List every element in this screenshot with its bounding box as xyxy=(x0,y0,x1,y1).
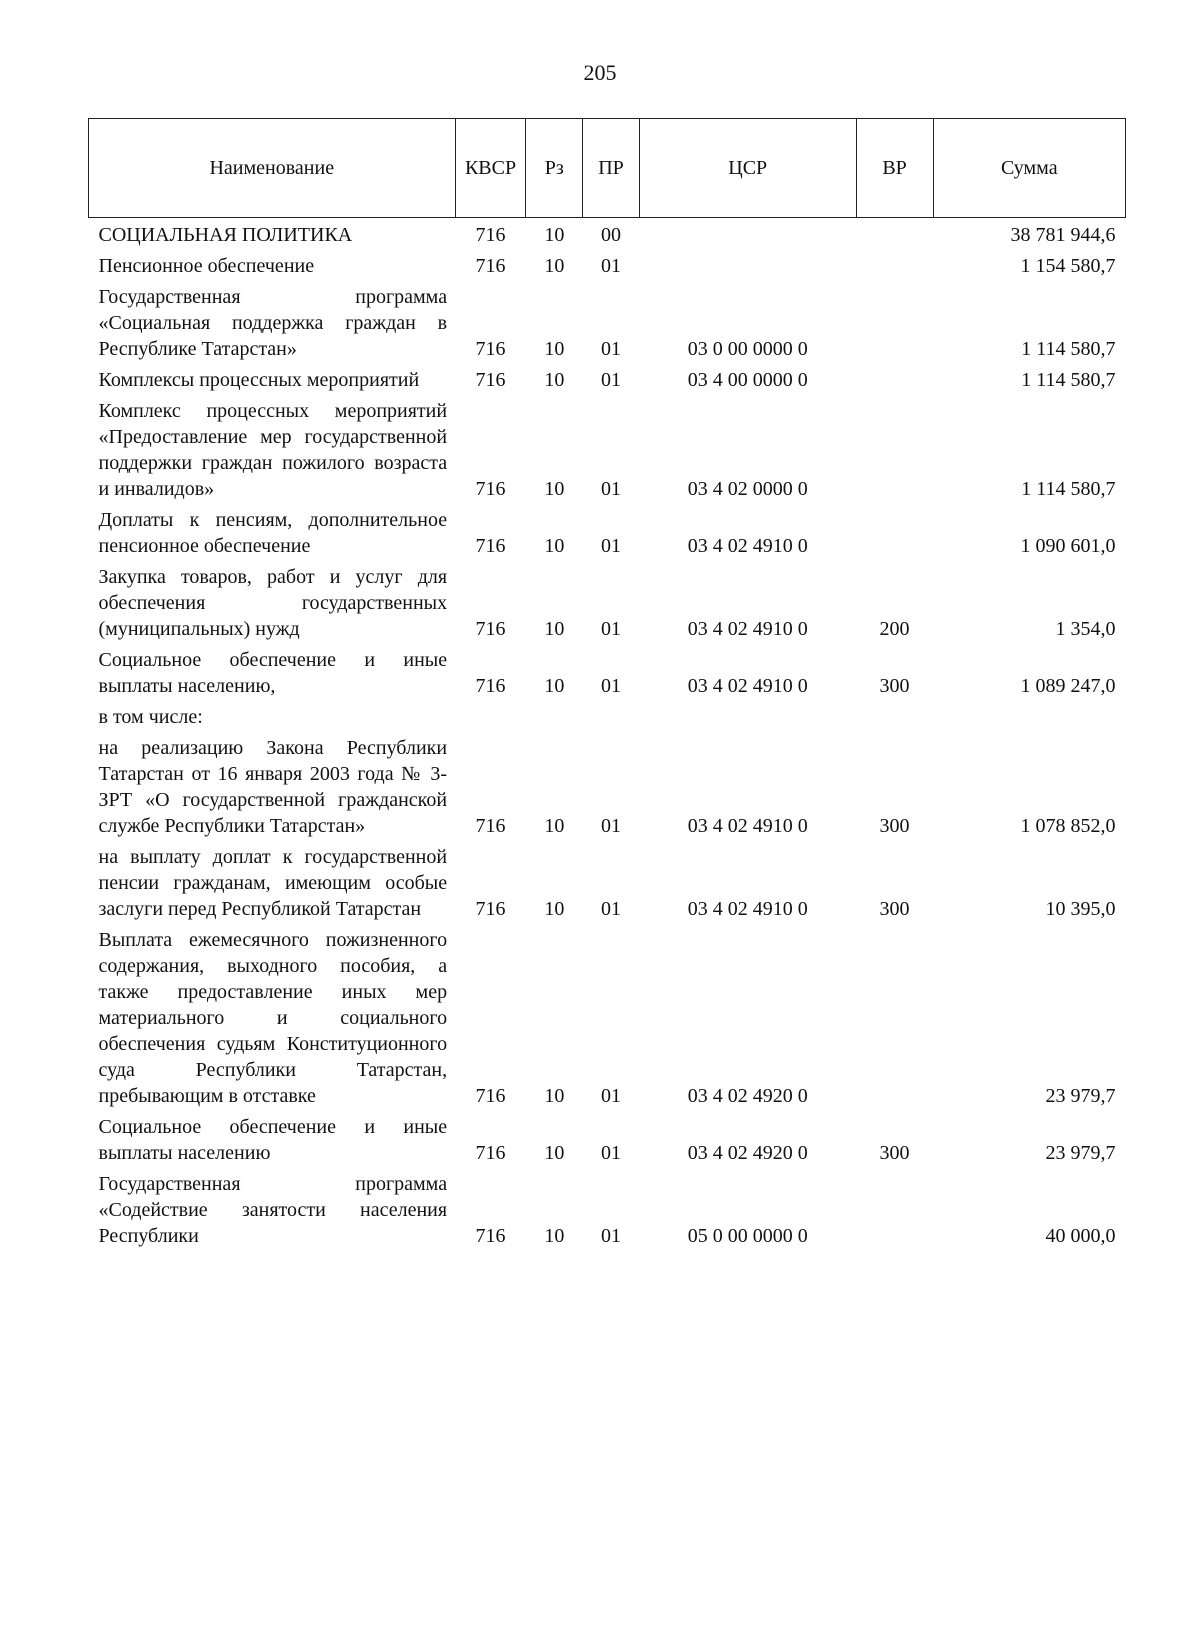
table-row xyxy=(89,251,1126,282)
row-kvsr: 716 xyxy=(475,478,506,500)
table-row xyxy=(89,562,1126,645)
row-kvsr: 716 xyxy=(475,1142,506,1164)
header-name: Наименование xyxy=(89,119,456,218)
row-name: Комплекс процессных мероприятий «Предоставление мер государственной поддержки граждан пожилого возраста и инвалидов» xyxy=(98,400,448,500)
row-kvsr: 716 xyxy=(475,224,506,246)
row-pr: 01 xyxy=(601,1142,622,1164)
row-vr xyxy=(856,396,933,505)
row-vr xyxy=(856,251,933,282)
row-pr: 01 xyxy=(601,815,622,837)
header-kvsr: КВСР xyxy=(455,119,526,218)
row-sum: 1 354,0 xyxy=(1055,618,1116,640)
row-pr: 01 xyxy=(601,369,622,391)
row-name: на выплату доплат к государственной пенсии гражданам, имеющим особые заслуги перед Республикой Татарстан xyxy=(98,846,448,920)
table-row xyxy=(89,505,1126,562)
table-row xyxy=(89,1169,1126,1252)
table-row xyxy=(89,365,1126,396)
row-name: СОЦИАЛЬНАЯ ПОЛИТИКА xyxy=(98,224,353,246)
row-csr: 05 0 00 0000 0 xyxy=(687,1225,808,1247)
table-body xyxy=(89,218,1126,1253)
row-pr: 01 xyxy=(601,338,622,360)
row-name: Государственная программа «Содействие занятости населения Республики xyxy=(98,1173,448,1247)
header-row xyxy=(89,119,1126,218)
row-rz: 10 xyxy=(544,535,565,557)
table-row xyxy=(89,396,1126,505)
table-row xyxy=(89,733,1126,842)
row-vr: 300 xyxy=(879,675,910,697)
header-pr: ПР xyxy=(583,119,640,218)
row-vr xyxy=(856,365,933,396)
row-pr: 01 xyxy=(601,1225,622,1247)
row-sum: 1 078 852,0 xyxy=(1020,815,1116,837)
row-name: Комплексы процессных мероприятий xyxy=(98,369,420,391)
row-sum: 1 114 580,7 xyxy=(1021,338,1116,360)
row-sum: 1 089 247,0 xyxy=(1020,675,1116,697)
row-sum: 1 114 580,7 xyxy=(1021,478,1116,500)
row-rz: 10 xyxy=(544,1225,565,1247)
table-row xyxy=(89,842,1126,925)
table-row xyxy=(89,925,1126,1112)
row-sum: 40 000,0 xyxy=(1045,1225,1116,1247)
table-row xyxy=(89,1112,1126,1169)
row-rz xyxy=(526,702,583,733)
row-rz: 10 xyxy=(544,815,565,837)
row-pr: 01 xyxy=(601,898,622,920)
row-vr: 300 xyxy=(879,815,910,837)
row-kvsr: 716 xyxy=(475,255,506,277)
row-vr: 200 xyxy=(879,618,910,640)
row-rz: 10 xyxy=(544,618,565,640)
row-vr xyxy=(856,925,933,1112)
row-csr: 03 4 02 4920 0 xyxy=(687,1085,808,1107)
row-sum: 1 090 601,0 xyxy=(1020,535,1116,557)
row-vr: 300 xyxy=(879,1142,910,1164)
page-number: 205 xyxy=(583,60,617,85)
row-kvsr: 716 xyxy=(475,1225,506,1247)
table-header xyxy=(89,119,1126,218)
row-vr xyxy=(856,218,933,252)
table-row xyxy=(89,218,1126,252)
header-csr: ЦСР xyxy=(639,119,856,218)
row-name: Государственная программа «Социальная поддержка граждан в Республике Татарстан» xyxy=(98,286,448,360)
row-kvsr: 716 xyxy=(475,675,506,697)
row-vr xyxy=(856,505,933,562)
row-sum: 1 114 580,7 xyxy=(1021,369,1116,391)
row-csr xyxy=(639,702,856,733)
row-name: в том числе: xyxy=(98,706,203,728)
row-rz: 10 xyxy=(544,338,565,360)
row-sum: 10 395,0 xyxy=(1045,898,1116,920)
row-csr: 03 0 00 0000 0 xyxy=(687,338,808,360)
row-name: Социальное обеспечение и иные выплаты населению xyxy=(98,1116,448,1164)
row-sum: 1 154 580,7 xyxy=(1020,255,1116,277)
row-name: Закупка товаров, работ и услуг для обеспечения государственных (муниципальных) нужд xyxy=(98,566,448,640)
row-name: Выплата ежемесячного пожизненного содержания, выходного пособия, а также предоставление иных мер материального и социального обеспечения судьям Конституционного суда Республики Татарстан, пребывающим в отставке xyxy=(98,929,448,1107)
row-name: Пенсионное обеспечение xyxy=(98,255,315,277)
row-rz: 10 xyxy=(544,224,565,246)
row-vr: 300 xyxy=(879,898,910,920)
row-kvsr: 716 xyxy=(475,369,506,391)
row-pr: 01 xyxy=(601,675,622,697)
row-rz: 10 xyxy=(544,478,565,500)
row-vr xyxy=(856,702,933,733)
row-pr: 01 xyxy=(601,255,622,277)
row-rz: 10 xyxy=(544,1085,565,1107)
row-csr: 03 4 00 0000 0 xyxy=(687,369,808,391)
header-sum: Сумма xyxy=(933,119,1125,218)
row-name: на реализацию Закона Республики Татарстан от 16 января 2003 года № 3-ЗРТ «О государственной гражданской службе Республики Татарстан» xyxy=(98,737,448,837)
table-row xyxy=(89,645,1126,702)
row-csr xyxy=(639,218,856,252)
row-name: Социальное обеспечение и иные выплаты населению, xyxy=(98,649,448,697)
row-sum: 23 979,7 xyxy=(1045,1142,1116,1164)
row-rz: 10 xyxy=(544,1142,565,1164)
row-pr xyxy=(583,702,640,733)
row-pr: 00 xyxy=(601,224,622,246)
header-rz: Рз xyxy=(526,119,583,218)
row-kvsr: 716 xyxy=(475,618,506,640)
row-pr: 01 xyxy=(601,618,622,640)
row-csr: 03 4 02 4920 0 xyxy=(687,1142,808,1164)
row-kvsr: 716 xyxy=(475,338,506,360)
row-csr: 03 4 02 4910 0 xyxy=(687,898,808,920)
row-pr: 01 xyxy=(601,1085,622,1107)
row-csr: 03 4 02 4910 0 xyxy=(687,815,808,837)
row-rz: 10 xyxy=(544,898,565,920)
row-sum xyxy=(933,702,1125,733)
row-rz: 10 xyxy=(544,675,565,697)
row-kvsr: 716 xyxy=(475,1085,506,1107)
row-sum: 38 781 944,6 xyxy=(1010,224,1116,246)
table-row xyxy=(89,702,1126,733)
row-kvsr: 716 xyxy=(475,815,506,837)
row-kvsr: 716 xyxy=(475,535,506,557)
row-csr: 03 4 02 4910 0 xyxy=(687,675,808,697)
row-kvsr xyxy=(455,702,526,733)
row-name: Доплаты к пенсиям, дополнительное пенсионное обеспечение xyxy=(98,509,448,557)
row-rz: 10 xyxy=(544,255,565,277)
row-sum: 23 979,7 xyxy=(1045,1085,1116,1107)
row-csr: 03 4 02 4910 0 xyxy=(687,618,808,640)
row-pr: 01 xyxy=(601,478,622,500)
row-csr: 03 4 02 0000 0 xyxy=(687,478,808,500)
table-row xyxy=(89,282,1126,365)
row-vr xyxy=(856,282,933,365)
row-csr: 03 4 02 4910 0 xyxy=(687,535,808,557)
row-rz: 10 xyxy=(544,369,565,391)
row-csr xyxy=(639,251,856,282)
row-vr xyxy=(856,1169,933,1252)
budget-table xyxy=(88,118,1126,1252)
header-vr: ВР xyxy=(856,119,933,218)
row-pr: 01 xyxy=(601,535,622,557)
row-kvsr: 716 xyxy=(475,898,506,920)
